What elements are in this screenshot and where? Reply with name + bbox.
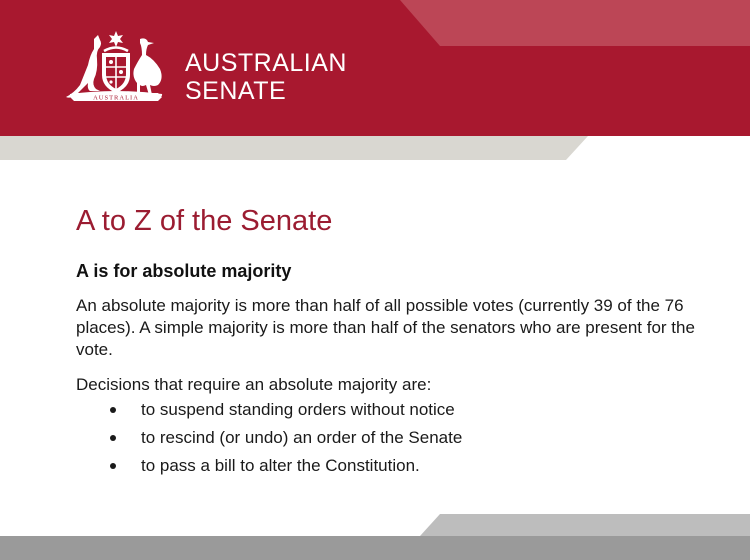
bullet-icon [110,435,116,441]
crest-scroll-text: AUSTRALIA [93,94,139,102]
decisions-list [110,396,462,480]
list-item-text: to rescind (or undo) an order of the Senate [141,428,463,447]
list-item [110,396,462,424]
emu-icon [133,38,161,95]
footer-light-strip [420,514,750,536]
header-grey-strip [0,136,588,160]
section-heading: A is for absolute majority [76,261,292,281]
page-title: A to Z of the Senate [76,205,333,237]
coat-of-arms-logo [60,29,172,105]
footer-banner [0,514,750,560]
list-item [110,424,462,452]
list-item-text: to suspend standing orders without notice [141,400,455,419]
decisions-intro-paragraph: Decisions that require an absolute majority are: [76,375,432,394]
org-name-line1: AUSTRALIAN [185,49,347,77]
definition-paragraph: An absolute majority is more than half of all possible votes (currently 39 of the 76 places). A simple majority is more than half of the senators who are present for the vote. [76,296,695,359]
org-name [185,49,347,105]
bullet-icon [110,407,116,413]
header-accent-shape [400,0,750,46]
list-item [110,452,462,480]
crest-star-icon [109,31,123,47]
bullet-icon [110,463,116,469]
list-item-text: to pass a bill to alter the Constitution. [141,456,420,475]
kangaroo-icon [66,35,101,98]
footer-dark-band [0,536,750,560]
org-name-line2: SENATE [185,77,287,105]
